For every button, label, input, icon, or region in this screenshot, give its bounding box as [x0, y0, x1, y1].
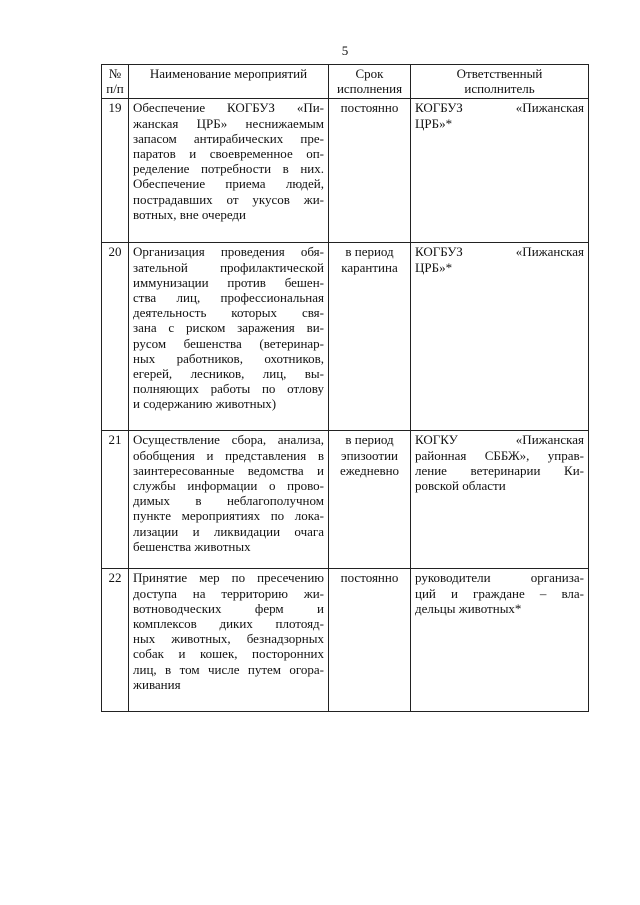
text-line: службы информации о прово-: [133, 478, 324, 494]
text-line: ных животных, безнадзорных: [133, 631, 324, 647]
deadline: [329, 99, 411, 243]
text-line: ства лиц, профессиональная: [133, 290, 324, 306]
text-line: КОГБУЗ «Пижанская: [415, 244, 584, 260]
text-line: жанская ЦРБ» неснижаемым: [133, 115, 324, 131]
text-line: Принятие мер по пресечению: [133, 570, 324, 586]
responsible-executor: [411, 569, 589, 712]
text-line: бешенства животных: [133, 538, 251, 554]
text-line: районная СББЖ», управ-: [415, 447, 584, 463]
text-line: руководители организа-: [415, 570, 584, 586]
header-num-line: №: [108, 66, 122, 81]
header-responsible-line: Ответственный: [456, 66, 543, 81]
header-term-line: исполнения: [336, 81, 403, 97]
text-line: ление ветеринарии Ки-: [415, 462, 584, 478]
text-line: собак и кошек, посторонних: [133, 646, 324, 662]
responsible-executor: [411, 99, 589, 243]
table-header-row: [102, 65, 589, 99]
table-row: [102, 569, 589, 712]
text-line: лизации и ликвидации очага: [133, 523, 324, 539]
text-line: в период: [345, 244, 394, 260]
header-responsible-line: исполнитель: [464, 81, 535, 97]
text-line: егерей, лесников, лиц, вы-: [133, 366, 324, 382]
header-name: Наименование мероприятий: [129, 65, 329, 99]
deadline: [329, 569, 411, 712]
text-line: вотноводческих ферм и: [133, 600, 324, 616]
text-line: ЦРБ»*: [415, 259, 453, 275]
text-line: деятельность которых свя-: [133, 305, 324, 321]
text-line: карантина: [341, 259, 398, 275]
text-line: постоянно: [340, 570, 399, 586]
text-line: эпизоотии: [341, 447, 398, 463]
text-line: в период: [345, 432, 394, 448]
text-line: зана с риском заражения ви-: [133, 320, 324, 336]
text-line: ций и граждане – вла-: [415, 585, 584, 601]
text-line: и содержанию животных): [133, 396, 277, 412]
row-number: 21: [102, 431, 129, 569]
text-line: ределение потребности в них.: [133, 161, 324, 177]
text-line: Организация проведения обя-: [133, 244, 324, 260]
page-number: 5: [341, 43, 349, 58]
text-line: живания: [133, 676, 181, 692]
row-number: 20: [102, 243, 129, 431]
text-line: доступа на территорию жи-: [133, 585, 324, 601]
text-line: паратов и своевременное оп-: [133, 146, 324, 162]
text-line: ежедневно: [339, 462, 400, 478]
header-term-line: Срок: [355, 66, 384, 81]
text-line: Осуществление сбора, анализа,: [133, 432, 324, 448]
deadline: [329, 431, 411, 569]
text-line: лиц, в том числе путем огора-: [133, 661, 324, 677]
text-line: пункте мероприятиях по лока-: [133, 508, 324, 524]
text-line: полняющих работы по отлову: [133, 381, 324, 397]
text-line: Обеспечение КОГБУЗ «Пи-: [133, 100, 324, 116]
measures-table: [101, 64, 589, 712]
row-number: 22: [102, 569, 129, 712]
measure-name: [129, 431, 329, 569]
measure-name: [129, 569, 329, 712]
table-row: [102, 99, 589, 243]
text-line: русом бешенства (ветеринар-: [133, 335, 324, 351]
responsible-executor: [411, 431, 589, 569]
text-line: Обеспечение приема людей,: [133, 176, 324, 192]
text-line: заинтересованные ведомства и: [133, 462, 324, 478]
text-line: запасом антирабических пре-: [133, 130, 324, 146]
text-line: пострадавших от укусов жи-: [133, 191, 324, 207]
text-line: ЦРБ»*: [415, 115, 453, 131]
measure-name: [129, 99, 329, 243]
text-line: КОГКУ «Пижанская: [415, 432, 584, 448]
text-line: постоянно: [340, 100, 399, 116]
text-line: зательной профилактической: [133, 259, 324, 275]
text-line: ровской области: [415, 478, 506, 494]
deadline: [329, 243, 411, 431]
text-line: вотных, вне очереди: [133, 206, 247, 222]
text-line: иммунизации против бешен-: [133, 274, 324, 290]
text-line: обобщения и представления в: [133, 447, 324, 463]
text-line: дельцы животных*: [415, 600, 522, 616]
header-num: [102, 65, 129, 99]
table-row: [102, 431, 589, 569]
responsible-executor: [411, 243, 589, 431]
text-line: комплексов диких плотояд-: [133, 616, 324, 632]
header-num-line: п/п: [106, 81, 124, 97]
measure-name: [129, 243, 329, 431]
text-line: ных работников, охотников,: [133, 350, 324, 366]
table-row: [102, 243, 589, 431]
text-line: КОГБУЗ «Пижанская: [415, 100, 584, 116]
text-line: димых в неблагополучном: [133, 493, 324, 509]
row-number: 19: [102, 99, 129, 243]
header-responsible: [411, 65, 589, 99]
header-term: [329, 65, 411, 99]
